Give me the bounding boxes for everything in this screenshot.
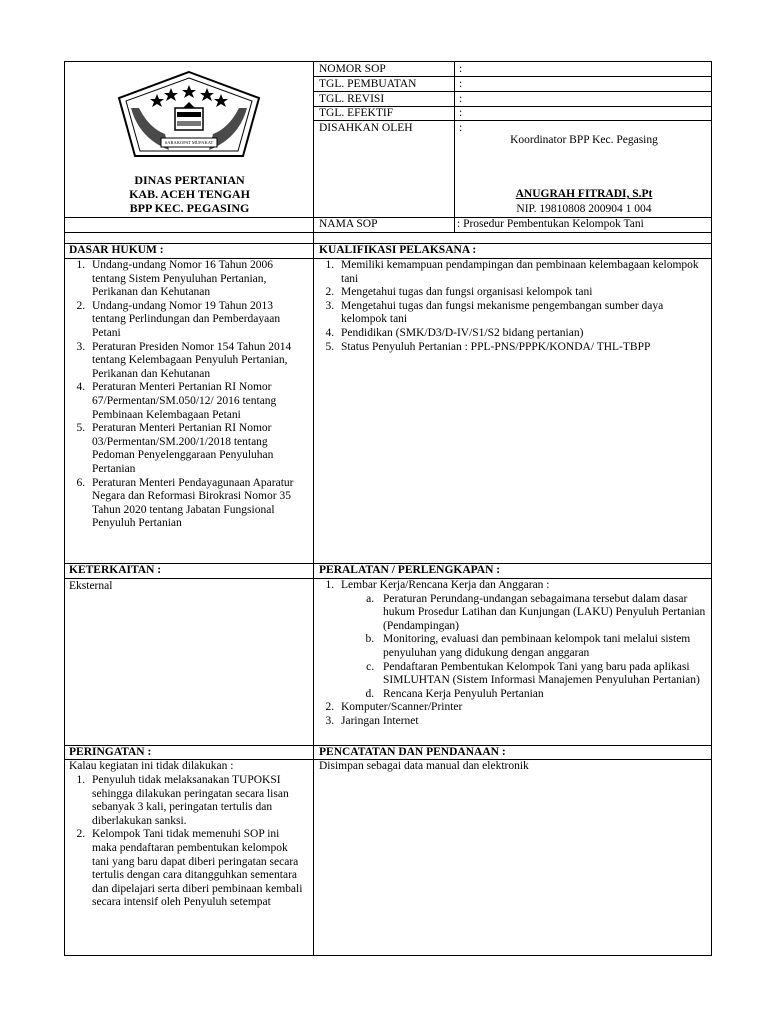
peringatan-intro: Kalau kegiatan ini tidak dilakukan :: [69, 760, 234, 772]
peringatan-heading: PERINGATAN :: [69, 746, 152, 758]
list-item: 5. Status Penyuluh Pertanian : PPL-PNS/PPPK/KONDA/ THL-TBPP: [337, 341, 651, 355]
meta-value: :: [459, 93, 463, 105]
pencatatan-heading: PENCATATAN DAN PENDANAAN :: [319, 746, 506, 758]
sub-list-item: b. Monitoring, evaluasi dan pembinaan kelompok tani melalui sistem penyuluhan yang didukung dengan anggaran: [377, 633, 706, 660]
signer-nip: NIP. 19810808 200904 1 004: [516, 203, 652, 215]
logo-motto: SARAKOPAT MUPAKAT: [164, 140, 214, 145]
list-item: 2. Undang-undang Nomor 19 Tahun 2013 tentang Perlindungan dan Pemberdayaan Petani: [88, 300, 303, 341]
list-item-text: Lembar Kerja/Rencana Kerja dan Anggaran :: [341, 579, 550, 591]
sop-document: [64, 61, 712, 956]
row-divider: [65, 232, 712, 233]
list-item: [337, 579, 706, 701]
sop-name-value: : Prosedur Pembentukan Kelompok Tani: [457, 218, 644, 230]
meta-row-tgl-pembuatan: [314, 77, 712, 92]
list-item: 4. Peraturan Menteri Pertanian RI Nomor 67/Permentan/SM.050/12/ 2016 tentang Pembinaan Kelembagaan Petani: [88, 381, 303, 422]
meta-label: TGL. REVISI: [319, 93, 385, 105]
sop-name-label: NAMA SOP: [319, 218, 378, 230]
list-item: 5. Peraturan Menteri Pertanian RI Nomor 03/Permentan/SM.200/1/2018 tentang Pedoman Penyelenggaraan Penyuluhan Pertanian: [88, 422, 303, 476]
aceh-tengah-emblem-icon: [109, 68, 269, 168]
list-item: 3. Mengetahui tugas dan fungsi mekanisme pengembangan sumber daya kelompok tani: [337, 300, 706, 327]
list-item: 6. Peraturan Menteri Pendayagunaan Aparatur Negara dan Reformasi Birokrasi Nomor 35 Tahun 2020 tentang Jabatan Fungsional Penyuluh Pertanian: [88, 477, 303, 531]
kualifikasi-heading: KUALIFIKASI PELAKSANA :: [319, 244, 477, 256]
sub-list-item: d. Rencana Kerja Penyuluh Pertanian: [377, 688, 706, 702]
org-name-line2: KAB. ACEH TENGAH: [129, 187, 250, 201]
list-item: 1. Undang-undang Nomor 16 Tahun 2006 tentang Sistem Penyuluhan Pertanian, Perikanan dan Kehutanan: [88, 259, 303, 300]
keterkaitan-text: Eksternal: [69, 580, 113, 592]
list-item: 1. Memiliki kemampuan pendampingan dan pembinaan kelembagaan kelompok tani: [337, 259, 706, 286]
pencatatan-text: Disimpan sebagai data manual dan elektronik: [319, 760, 529, 772]
meta-label: TGL. PEMBUATAN: [319, 78, 417, 90]
list-item: 2. Komputer/Scanner/Printer: [337, 701, 706, 715]
meta-label: DISAHKAN OLEH: [319, 122, 413, 134]
meta-row-nomor-sop: [314, 62, 712, 77]
meta-row-tgl-revisi: [314, 92, 712, 107]
meta-value: :: [459, 78, 463, 90]
meta-value: :: [459, 122, 463, 134]
list-item: 3. Jaringan Internet: [337, 715, 706, 729]
meta-row-tgl-efektif: [314, 106, 712, 121]
org-name-line3: BPP KEC. PEGASING: [129, 201, 250, 215]
keterkaitan-heading: KETERKAITAN :: [69, 564, 162, 576]
meta-label: NOMOR SOP: [319, 63, 386, 75]
list-item: 4. Pendidikan (SMK/D3/D-IV/S1/S2 bidang pertanian): [337, 327, 706, 341]
signer-name: ANUGRAH FITRADI, S.Pt: [515, 188, 653, 200]
list-item: 2. Kelompok Tani tidak memenuhi SOP ini maka pendaftaran pembentukan kelompok tani yang baru dapat diberi peringatan secara tertulis dengan cara ditangguhkan sementara dan dipelajari serta diberi pembinaan kembali secara intensif oleh Penyuluh setempat: [88, 828, 305, 910]
peralatan-list: [314, 579, 706, 729]
list-item: 1. Penyuluh tidak melaksanakan TUPOKSI sehingga dilakukan peringatan secara lisan sebanyak 3 kali, peringatan tertulis dan diberlakukan sanksi.: [88, 774, 305, 828]
meta-label: TGL. EFEKTIF: [319, 107, 394, 119]
meta-value: :: [459, 63, 463, 75]
peringatan-list: [65, 774, 305, 910]
sub-list-item: a. Peraturan Perundang-undangan sebagaimana tersebut dalam dasar hukum Prosedur Latihan dan Kunjungan (LAKU) Penyuluh Pertanian (Pendampingan): [377, 593, 706, 634]
dasar-hukum-heading: DASAR HUKUM :: [69, 244, 164, 256]
meta-value: :: [459, 107, 463, 119]
kualifikasi-list: [314, 259, 706, 354]
signer-title: Koordinator BPP Kec. Pegasing: [510, 134, 658, 146]
list-item: 3. Peraturan Presiden Nomor 154 Tahun 2014 tentang Kelembagaan Penyuluh Pertanian, Perikanan dan Kehutanan: [88, 341, 303, 382]
peralatan-heading: PERALATAN / PERLENGKAPAN :: [319, 564, 501, 576]
sub-list-item: c. Pendaftaran Pembentukan Kelompok Tani yang baru pada aplikasi SIMLUHTAN (Sistem Informasi Manajemen Penyuluhan Pertanian): [377, 661, 706, 688]
org-name-line1: DINAS PERTANIAN: [134, 173, 245, 187]
list-item: 2. Mengetahui tugas dan fungsi organisasi kelompok tani: [337, 286, 706, 300]
dasar-hukum-list: [65, 259, 303, 531]
